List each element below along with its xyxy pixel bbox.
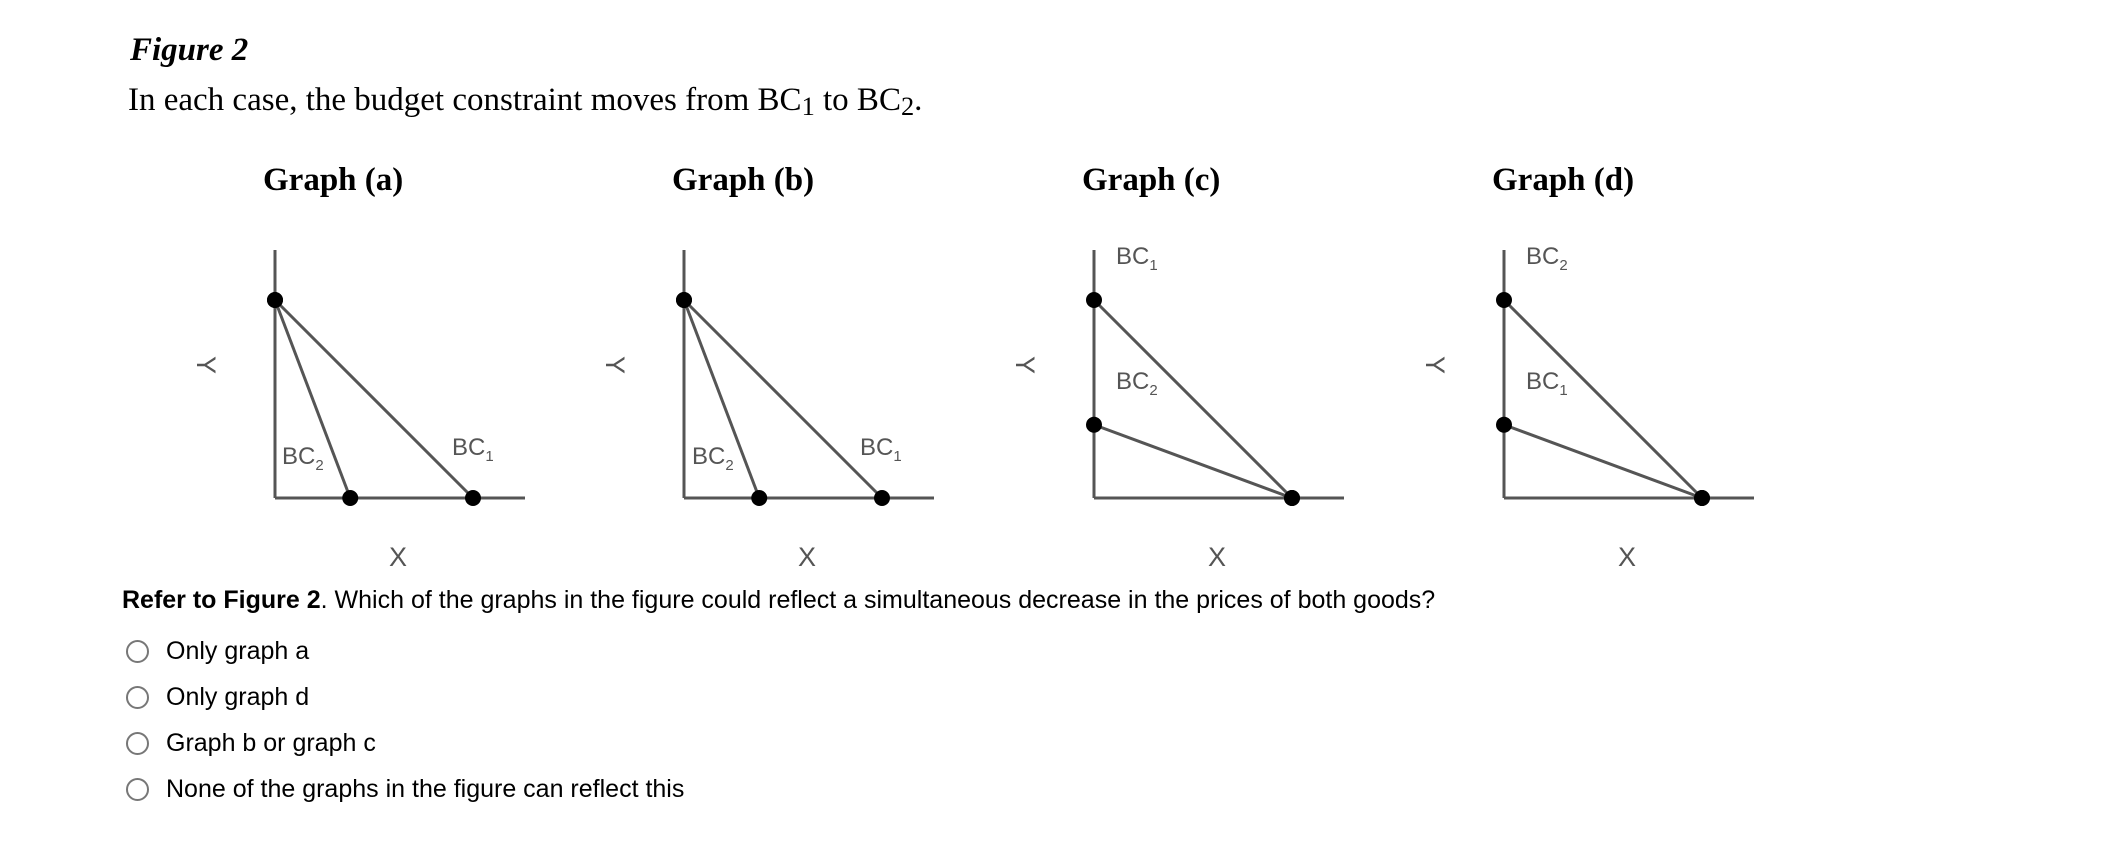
budget-line-label: $BC_2$ <box>1116 368 1158 399</box>
graph-title: Graph (a) <box>263 162 404 198</box>
option-d[interactable] <box>126 766 684 812</box>
intercept-point <box>1086 417 1102 433</box>
y-axis-label: Y <box>600 355 630 375</box>
budget-line-bc2 <box>1504 300 1702 498</box>
graph-d <box>1420 162 1754 572</box>
intercept-point <box>1694 490 1710 506</box>
intercept-point <box>874 490 890 506</box>
intercept-point <box>676 292 692 308</box>
intercept-point <box>1496 417 1512 433</box>
radio-button[interactable] <box>126 640 149 663</box>
caption-prefix: In each case, the budget constraint moves from BC <box>128 82 802 118</box>
budget-line-label: $BC_2$ <box>282 443 324 474</box>
option-c[interactable] <box>126 720 684 766</box>
option-b[interactable] <box>126 674 684 720</box>
option-label: Only graph d <box>166 682 310 711</box>
graph-title: Graph (c) <box>1082 162 1221 198</box>
budget-line-label: $BC_1$ <box>452 434 494 465</box>
budget-line-label: $BC_1$ <box>1116 243 1158 274</box>
radio-button[interactable] <box>126 778 149 801</box>
y-axis-label: Y <box>1010 355 1040 375</box>
budget-line-label: $BC_2$ <box>1526 243 1568 274</box>
graph-title: Graph (d) <box>1492 162 1635 198</box>
budget-line-label: $BC_2$ <box>692 443 734 474</box>
x-axis-label: X <box>388 542 408 572</box>
graph-b <box>600 162 934 572</box>
caption-mid: to BC <box>814 82 901 118</box>
question-text <box>122 585 1435 615</box>
question-body: . Which of the graphs in the figure could reflect a simultaneous decrease in the prices of both goods? <box>320 586 1436 614</box>
option-label: Only graph a <box>166 636 310 665</box>
option-label: None of the graphs in the figure can reflect this <box>166 774 685 803</box>
x-axis-label: X <box>797 542 817 572</box>
graph-a <box>191 162 525 572</box>
option-label: Graph b or graph c <box>166 728 376 757</box>
budget-line-bc1 <box>1094 300 1292 498</box>
graph-c <box>1010 162 1344 572</box>
intercept-point <box>1496 292 1512 308</box>
answer-options <box>126 628 684 812</box>
y-axis-label: Y <box>191 355 221 375</box>
intercept-point <box>1284 490 1300 506</box>
x-axis-label: X <box>1617 542 1637 572</box>
intercept-point <box>1086 292 1102 308</box>
budget-line-label: $BC_1$ <box>860 434 902 465</box>
budget-line-bc2 <box>1094 425 1292 498</box>
budget-line-label: $BC_1$ <box>1526 368 1568 399</box>
y-axis-label: Y <box>1420 355 1450 375</box>
figure-title: Figure 2 <box>130 32 249 68</box>
intercept-point <box>342 490 358 506</box>
budget-line-bc1 <box>1504 425 1702 498</box>
caption-subscript-1: 1 <box>801 90 815 121</box>
question-reference: Refer to Figure 2 <box>122 586 321 614</box>
caption-suffix: . <box>914 82 923 118</box>
radio-button[interactable] <box>126 686 149 709</box>
graph-title: Graph (b) <box>672 162 815 198</box>
option-a[interactable] <box>126 628 684 674</box>
x-axis-label: X <box>1207 542 1227 572</box>
intercept-point <box>267 292 283 308</box>
radio-button[interactable] <box>126 732 149 755</box>
caption-subscript-2: 2 <box>900 90 915 121</box>
intercept-point <box>751 490 767 506</box>
intercept-point <box>465 490 481 506</box>
